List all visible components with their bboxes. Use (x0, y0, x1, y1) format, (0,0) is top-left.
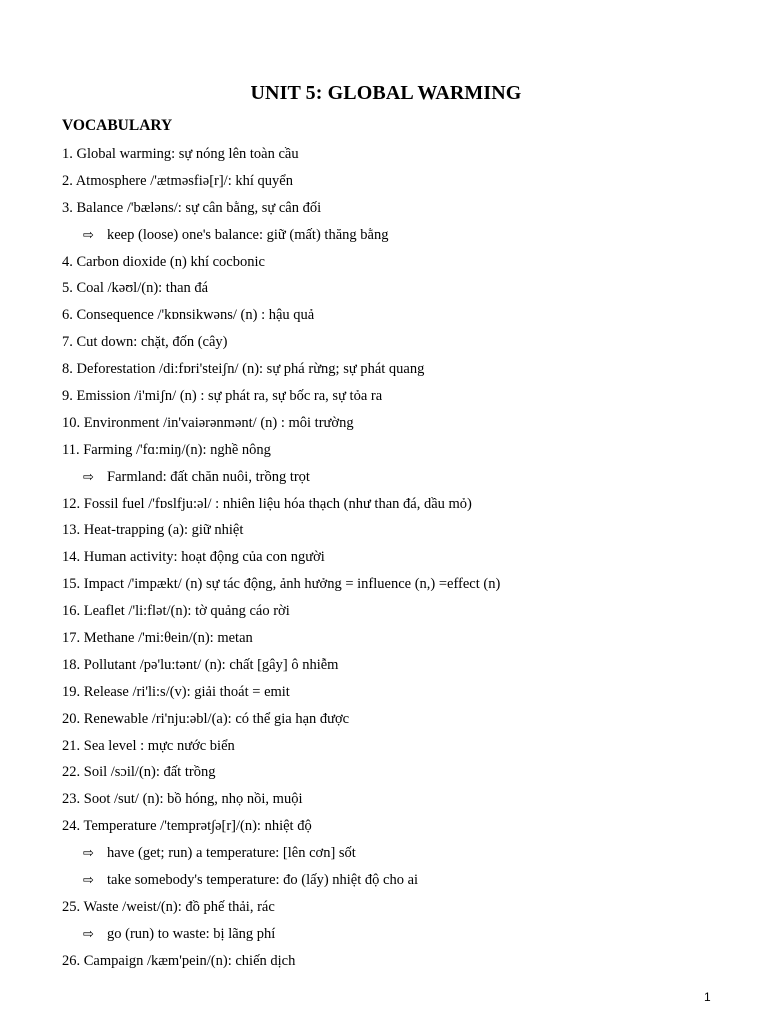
vocab-item (62, 520, 742, 547)
vocab-item-text: 1. Global warming: sự nóng lên toàn cầu (62, 146, 299, 162)
vocab-item-text: 9. Emission /i'miʃn/ (n) : sự phát ra, sự bốc ra, sự tỏa ra (62, 388, 383, 405)
arrow-right-icon: ⇨ (83, 469, 94, 485)
vocab-item (62, 682, 742, 709)
vocab-item-text: 15. Impact /'impækt/ (n) sự tác động, ảnh hưởng = influence (n,) =effect (n) (62, 576, 501, 593)
vocab-item-text: 8. Deforestation /di:fɒri'steiʃn/ (n): sự phá rừng; sự phát quang (62, 361, 425, 378)
vocab-item-text: 13. Heat-trapping (a): giữ nhiệt (62, 522, 244, 539)
vocab-item-text: go (run) to waste: bị lãng phí (107, 925, 276, 942)
vocab-item-text: have (get; run) a temperature: [lên cơn] sốt (107, 845, 356, 862)
vocab-item-text: 10. Environment /in'vaiərənmənt/ (n) : môi trường (62, 414, 354, 431)
vocab-item (62, 198, 742, 225)
vocab-item-text: Farmland: đất chăn nuôi, trồng trọt (107, 468, 310, 485)
vocab-item-text: 19. Release /ri'li:s/(v): giải thoát = emit (62, 683, 290, 700)
vocab-item (62, 144, 742, 171)
vocab-item-text: 20. Renewable /ri'nju:əbl/(a): có thể gia hạn được (62, 710, 350, 727)
vocab-item-text: 18. Pollutant /pə'lu:tənt/ (n): chất [gây] ô nhiễm (62, 656, 339, 673)
vocab-item (62, 547, 742, 574)
vocab-item (62, 655, 742, 682)
vocab-sub-item (62, 870, 742, 897)
vocab-item-text: 5. Coal /kəʊl/(n): than đá (62, 280, 209, 297)
arrow-right-icon: ⇨ (83, 873, 94, 889)
vocab-item (62, 762, 742, 789)
vocab-item-text: 21. Sea level : mực nước biển (62, 737, 235, 754)
page-number: 1 (704, 990, 711, 1004)
vocab-item (62, 628, 742, 655)
vocab-item-text: 11. Farming /'fɑ:miŋ/(n): nghề nông (62, 441, 271, 458)
arrow-right-icon: ⇨ (83, 227, 94, 243)
vocab-item (62, 332, 742, 359)
vocab-item-text: 4. Carbon dioxide (n) khí cocbonic (62, 253, 265, 270)
vocab-item-text: 24. Temperature /'temprət∫ə[r]/(n): nhiệt độ (62, 818, 312, 835)
vocab-item-text: keep (loose) one's balance: giữ (mất) thăng bằng (107, 226, 389, 243)
vocab-item (62, 494, 742, 521)
vocab-sub-item (62, 467, 742, 494)
vocabulary-list (62, 144, 742, 978)
vocab-item (62, 305, 742, 332)
vocab-item-text: 26. Campaign /kæm'pein/(n): chiến dịch (62, 952, 296, 969)
vocab-item (62, 601, 742, 628)
vocab-item (62, 252, 742, 279)
vocab-item (62, 171, 742, 198)
vocab-item-text: 22. Soil /sɔil/(n): đất trồng (62, 764, 216, 781)
section-heading: VOCABULARY (62, 117, 173, 134)
vocab-item (62, 789, 742, 816)
vocab-item (62, 413, 742, 440)
vocab-item (62, 574, 742, 601)
arrow-right-icon: ⇨ (83, 926, 94, 942)
vocab-item (62, 816, 742, 843)
vocab-item-text: 23. Soot /sut/ (n): bồ hóng, nhọ nồi, muội (62, 791, 303, 808)
vocab-item (62, 440, 742, 467)
vocab-item-text: 3. Balance /'bæləns/: sự cân bằng, sự cân đối (62, 199, 322, 216)
vocab-item (62, 709, 742, 736)
vocab-item-text: 17. Methane /'mi:θein/(n): metan (62, 630, 253, 647)
vocab-sub-item (62, 225, 742, 252)
vocab-item-text: take somebody's temperature: đo (lấy) nhiệt độ cho ai (107, 872, 419, 889)
vocab-item (62, 951, 742, 978)
vocab-item-text: 7. Cut down: chặt, đốn (cây) (62, 334, 228, 351)
vocab-item-text: 14. Human activity: hoạt động của con người (62, 549, 325, 566)
vocab-item-text: 6. Consequence /'kɒnsikwəns/ (n) : hậu quả (62, 307, 315, 324)
vocab-item (62, 386, 742, 413)
vocab-item-text: 25. Waste /weist/(n): đồ phế thải, rác (62, 898, 275, 915)
vocab-item-text: 12. Fossil fuel /'fɒslfju:əl/ : nhiên liệu hóa thạch (như than đá, dầu mỏ) (62, 495, 472, 512)
vocab-item (62, 278, 742, 305)
page-title: UNIT 5: GLOBAL WARMING (250, 82, 522, 104)
vocab-sub-item (62, 843, 742, 870)
vocab-sub-item (62, 924, 742, 951)
vocab-item-text: 2. Atmosphere /'ætməsfiə[r]/: khí quyển (62, 172, 293, 189)
arrow-right-icon: ⇨ (83, 846, 94, 862)
vocab-item-text: 16. Leaflet /'li:flət/(n): tờ quảng cáo rời (62, 603, 290, 620)
vocab-item (62, 359, 742, 386)
vocab-item (62, 897, 742, 924)
vocab-item (62, 736, 742, 763)
